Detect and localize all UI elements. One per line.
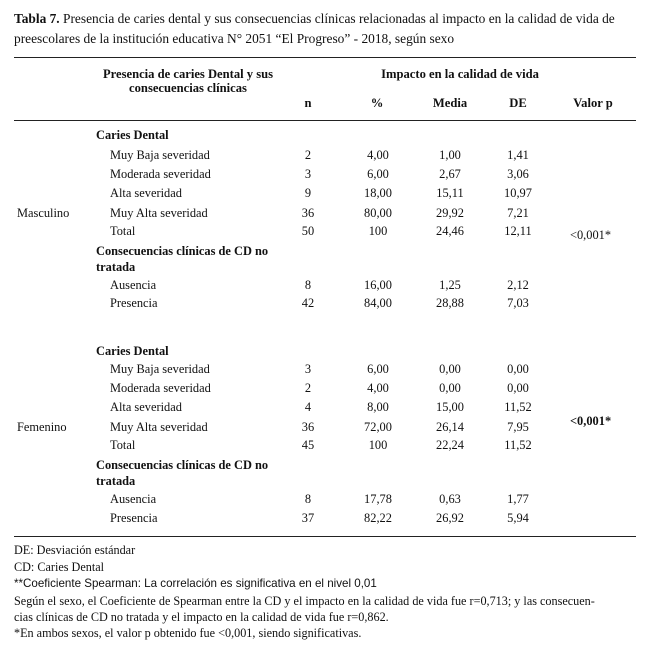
cell-n: 45 — [301, 438, 315, 452]
table-row: Total — [110, 438, 136, 452]
note-text-line1: Según el sexo, el Coeficiente de Spearman entre la CD y el impacto en la calidad de vida fue r=0,713; y las consecuen- — [14, 594, 595, 608]
cell-pct: 6,00 — [367, 167, 389, 181]
cell-de: 11,52 — [504, 400, 532, 414]
note-text-line3: *En ambos sexos, el valor p obtenido fue <0,001, siendo significativas. — [14, 626, 362, 640]
header-impact: Impacto en la calidad de vida — [381, 67, 539, 81]
group-masculino-cons-title-1: Consecuencias clínicas de CD no — [96, 244, 269, 258]
cell-de: 2,12 — [507, 278, 529, 292]
cell-media: 26,92 — [436, 511, 464, 525]
cell-media: 0,00 — [439, 381, 461, 395]
cell-media: 1,25 — [439, 278, 461, 292]
cell-media: 15,00 — [436, 400, 464, 414]
cell-media: 28,88 — [436, 296, 464, 310]
table-row: Moderada severidad — [110, 167, 211, 181]
table-row: Muy Alta severidad — [110, 420, 208, 434]
group-femenino-cons-title-1: Consecuencias clínicas de CD no — [96, 458, 269, 472]
cell-n: 42 — [301, 296, 315, 310]
table-row: Presencia — [110, 511, 158, 525]
cell-media: 22,24 — [436, 438, 464, 452]
cell-pct: 4,00 — [367, 381, 389, 395]
cell-media: 15,11 — [436, 186, 464, 200]
cell-pct: 100 — [368, 224, 388, 238]
cell-n: 36 — [301, 420, 315, 434]
cell-media: 29,92 — [436, 206, 464, 220]
cell-media: 0,00 — [439, 362, 461, 376]
table-caption-text: Presencia de caries dental y sus consecuencias clínicas relacionadas al impacto en la calidad de vida de preescolares de la institución educativa N° 2051 “El Progreso” - 2018, según sexo — [14, 11, 615, 46]
group-sexo-label: Masculino — [17, 206, 70, 220]
cell-media: 0,63 — [439, 492, 461, 506]
cell-n: 50 — [301, 224, 315, 238]
cell-pct: 17,78 — [364, 492, 392, 506]
header-valor-p: Valor p — [573, 96, 613, 110]
note-spearman: **Coeficiente Spearman: La correlación es significativa en el nivel 0,01 — [14, 577, 377, 590]
table-row: Muy Baja severidad — [110, 362, 210, 376]
header-de: DE — [509, 96, 527, 110]
cell-pct: 4,00 — [367, 148, 389, 162]
header-media: Media — [432, 96, 468, 110]
cell-pct: 82,22 — [364, 511, 392, 525]
header-group-line2: consecuencias clínicas — [129, 81, 247, 95]
cell-n: 37 — [301, 511, 315, 525]
note-cd: CD: Caries Dental — [14, 560, 105, 574]
cell-n: 8 — [304, 492, 312, 506]
cell-n: 4 — [304, 400, 312, 414]
table-row: Muy Baja severidad — [110, 148, 210, 162]
cell-n: 8 — [304, 278, 312, 292]
cell-de: 11,52 — [504, 438, 532, 452]
cell-n: 36 — [301, 206, 315, 220]
cell-pct: 72,00 — [364, 420, 392, 434]
group-femenino-caries-title: Caries Dental — [96, 344, 169, 358]
cell-pct: 84,00 — [364, 296, 392, 310]
cell-pct: 6,00 — [367, 362, 389, 376]
table-row: Presencia — [110, 296, 158, 310]
table-row: Muy Alta severidad — [110, 206, 208, 220]
cell-de: 7,03 — [507, 296, 529, 310]
cell-n: 2 — [304, 148, 312, 162]
cell-n: 3 — [304, 362, 312, 376]
table-row: Total — [110, 224, 136, 238]
table-row: Ausencia — [110, 492, 157, 506]
table-caption — [14, 9, 636, 48]
cell-pct: 80,00 — [364, 206, 392, 220]
table-row: Moderada severidad — [110, 381, 211, 395]
group-sexo-label: Femenino — [17, 420, 67, 434]
table-row: Alta severidad — [110, 186, 182, 200]
cell-pct: 16,00 — [364, 278, 392, 292]
header-n: n — [304, 96, 312, 110]
group-femenino-cons-title-2: tratada — [96, 474, 136, 488]
header-pct: % — [370, 96, 384, 110]
cell-de: 0,00 — [507, 381, 529, 395]
table-row: Alta severidad — [110, 400, 182, 414]
cell-de: 3,06 — [507, 167, 529, 181]
cell-de: 10,97 — [504, 186, 532, 200]
cell-de: 5,94 — [507, 511, 529, 525]
header-rule — [14, 120, 636, 121]
cell-de: 7,95 — [507, 420, 529, 434]
cell-n: 9 — [304, 186, 312, 200]
cell-pct: 100 — [368, 438, 388, 452]
table-label: Tabla 7. — [14, 11, 60, 26]
bottom-rule — [14, 536, 636, 537]
cell-n: 2 — [304, 381, 312, 395]
cell-media: 26,14 — [436, 420, 464, 434]
cell-n: 3 — [304, 167, 312, 181]
table-row: Ausencia — [110, 278, 157, 292]
cell-de: 1,77 — [507, 492, 529, 506]
cell-pct: 8,00 — [367, 400, 389, 414]
cell-media: 1,00 — [439, 148, 461, 162]
group-masculino-caries-title: Caries Dental — [96, 128, 169, 142]
header-group-line1: Presencia de caries Dental y sus — [102, 67, 274, 81]
cell-media: 24,46 — [436, 224, 464, 238]
note-de: DE: Desviación estándar — [14, 543, 136, 557]
cell-de: 1,41 — [507, 148, 529, 162]
cell-pct: 18,00 — [364, 186, 392, 200]
cell-media: 2,67 — [439, 167, 461, 181]
note-text-line2: cias clínicas de CD no tratada y el impacto en la calidad de vida fue r=0,862. — [14, 610, 389, 624]
cell-de: 12,11 — [504, 224, 532, 238]
valor-p-masculino: <0,001* — [570, 228, 612, 242]
cell-de: 7,21 — [507, 206, 529, 220]
group-masculino-cons-title-2: tratada — [96, 260, 136, 274]
valor-p-femenino: <0,001* — [570, 414, 612, 428]
cell-de: 0,00 — [507, 362, 529, 376]
top-rule — [14, 57, 636, 58]
